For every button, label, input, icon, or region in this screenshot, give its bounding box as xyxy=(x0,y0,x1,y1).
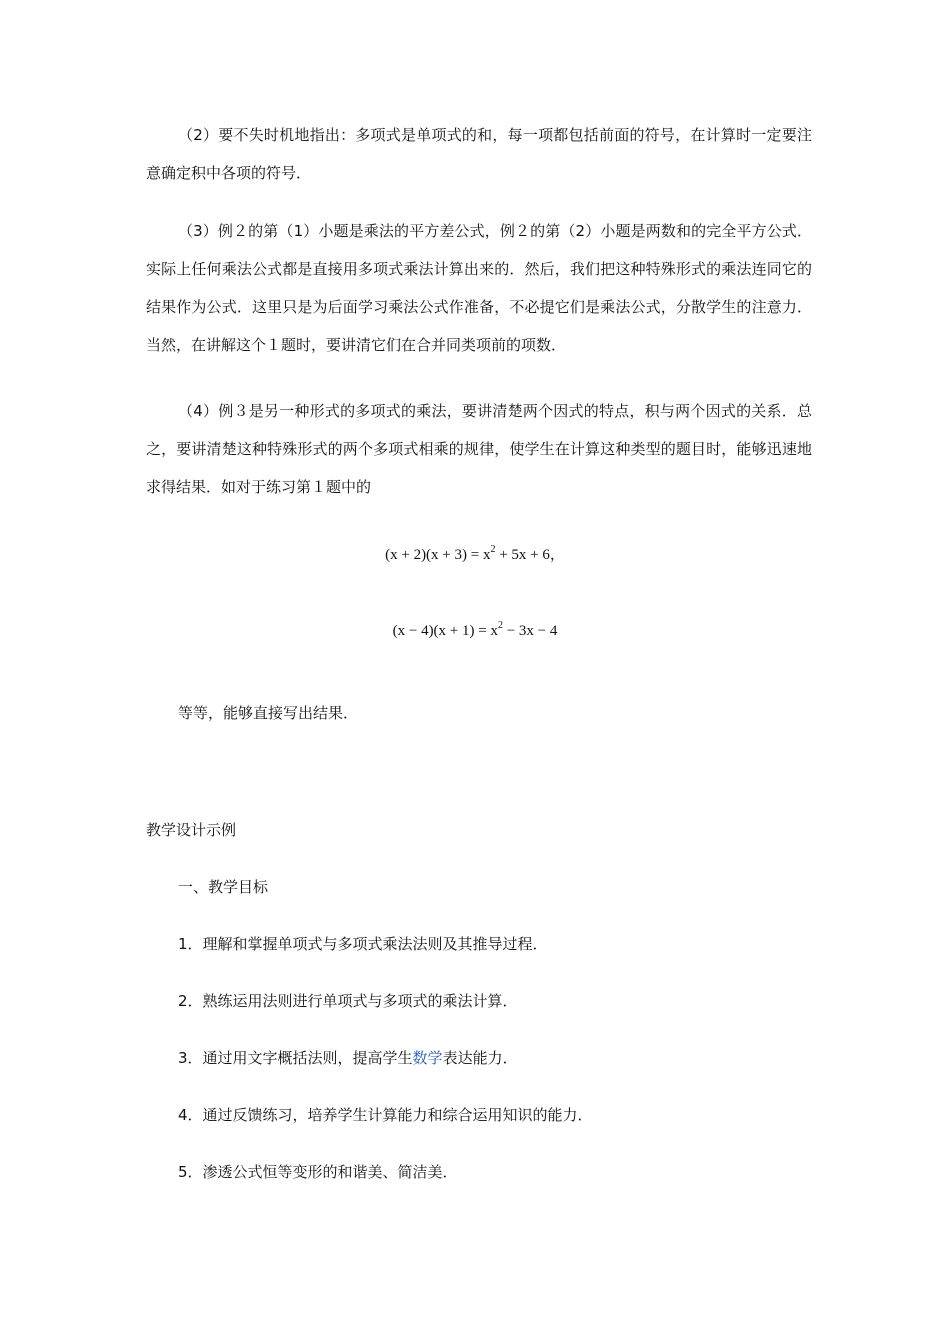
paragraph-etc: 等等，能够直接写出结果． xyxy=(178,704,359,722)
formula-1 xyxy=(0,543,950,564)
paragraph-note-2: （2）要不失时机地指出：多项式是单项式的和，每一项都包括前面的符号，在计算时一定要注意确定积中各项的符号． xyxy=(146,126,812,182)
paragraph-note-3: （3）例２的第（1）小题是乘法的平方差公式，例２的第（2）小题是两数和的完全平方公式．实际上任何乘法公式都是直接用多项式乘法计算出来的．然后，我们把这种特殊形式的乘法连同它的结果作为公式．这里只是为后面学习乘法公式作准备，不必提它们是乘法公式，分散学生的注意力．当然，在讲解这个１题时，要讲清它们在合并同类项前的项数． xyxy=(146,222,812,354)
objective-item-3-after: 表达能力． xyxy=(442,1049,518,1067)
formula-1-exponent: 2 xyxy=(490,544,496,555)
section-title: 教学设计示例 xyxy=(146,821,237,839)
formula-2-exponent: 2 xyxy=(497,620,503,631)
objective-item-5: 5．渗透公式恒等变形的和谐美、简洁美． xyxy=(178,1163,458,1181)
formula-1-lhs: (x + 2)(x + 3) = x xyxy=(385,547,491,563)
objective-item-3-highlight: 数学 xyxy=(412,1049,443,1067)
formula-2-lhs: (x − 4)(x + 1) = x xyxy=(392,623,498,639)
paragraph-note-4: （4）例３是另一种形式的多项式的乘法，要讲清楚两个因式的特点，积与两个因式的关系．总之，要讲清楚这种特殊形式的两个多项式相乘的规律，使学生在计算这种类型的题目时，能够迅速地求得结果．如对于练习第１题中的 xyxy=(146,402,812,496)
objective-item-3-before: 3．通过用文字概括法则，提高学生 xyxy=(178,1049,413,1067)
objective-item-2: 2．熟练运用法则进行单项式与多项式的乘法计算． xyxy=(178,992,518,1010)
objective-item-3 xyxy=(146,1039,812,1077)
objective-item-4: 4．通过反馈练习，培养学生计算能力和综合运用知识的能力． xyxy=(178,1106,593,1124)
section-subtitle: 一、教学目标 xyxy=(178,878,269,896)
formula-2-rhs: − 3x − 4 xyxy=(502,623,558,639)
formula-1-rhs: + 5x + 6， xyxy=(495,547,565,563)
objective-item-1: 1．理解和掌握单项式与多项式乘法法则及其推导过程． xyxy=(178,935,548,953)
formula-2 xyxy=(0,620,950,640)
